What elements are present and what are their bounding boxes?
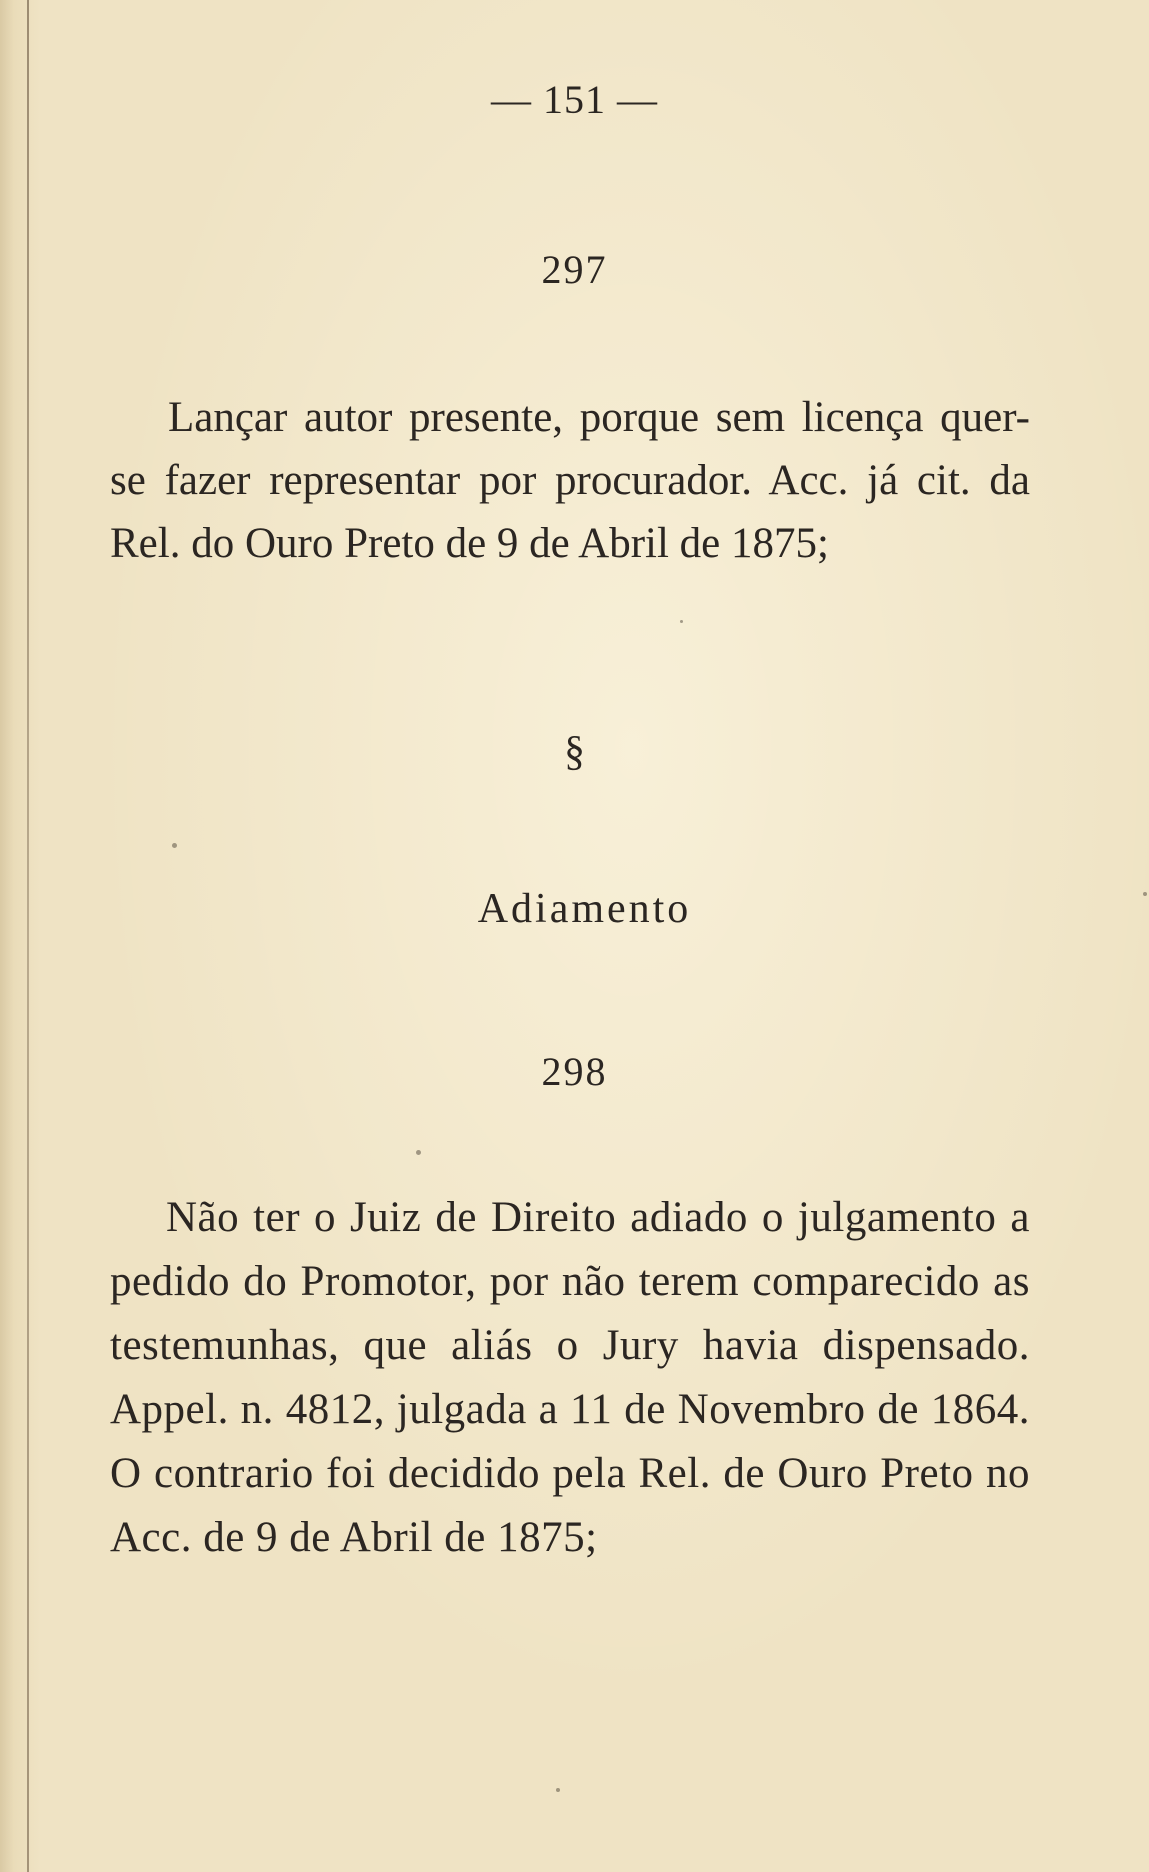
paper-speck — [556, 1788, 560, 1792]
paper-speck — [1143, 892, 1147, 896]
entry-number-297: 297 — [541, 247, 608, 292]
paper-speck — [416, 1150, 421, 1155]
paper-speck — [680, 620, 683, 623]
page-number: — 151 — — [491, 77, 658, 122]
entry-text-297: Lançar autor presente, porque sem licença quer-se fazer representar por procurador. Acc. já cit. da Rel. do Ouro Preto de 9 de Abril de 1875; — [110, 394, 1030, 567]
section-title: Adiamento — [477, 886, 692, 932]
paper-speck — [172, 843, 177, 848]
section-mark: § — [564, 729, 585, 775]
entry-number-298: 298 — [541, 1049, 608, 1094]
entry-text-298: Não ter o Juiz de Direito adiado o julgamento a pedido do Promotor, por não terem comparecido as testemunhas, que aliás o Jury havia dispensado. Appel. n. 4812, julgada a 11 de Novembro de 1864. O contrario foi decidido pela Rel. de Ouro Preto no Acc. de 9 de Abril de 1875; — [110, 1194, 1030, 1561]
